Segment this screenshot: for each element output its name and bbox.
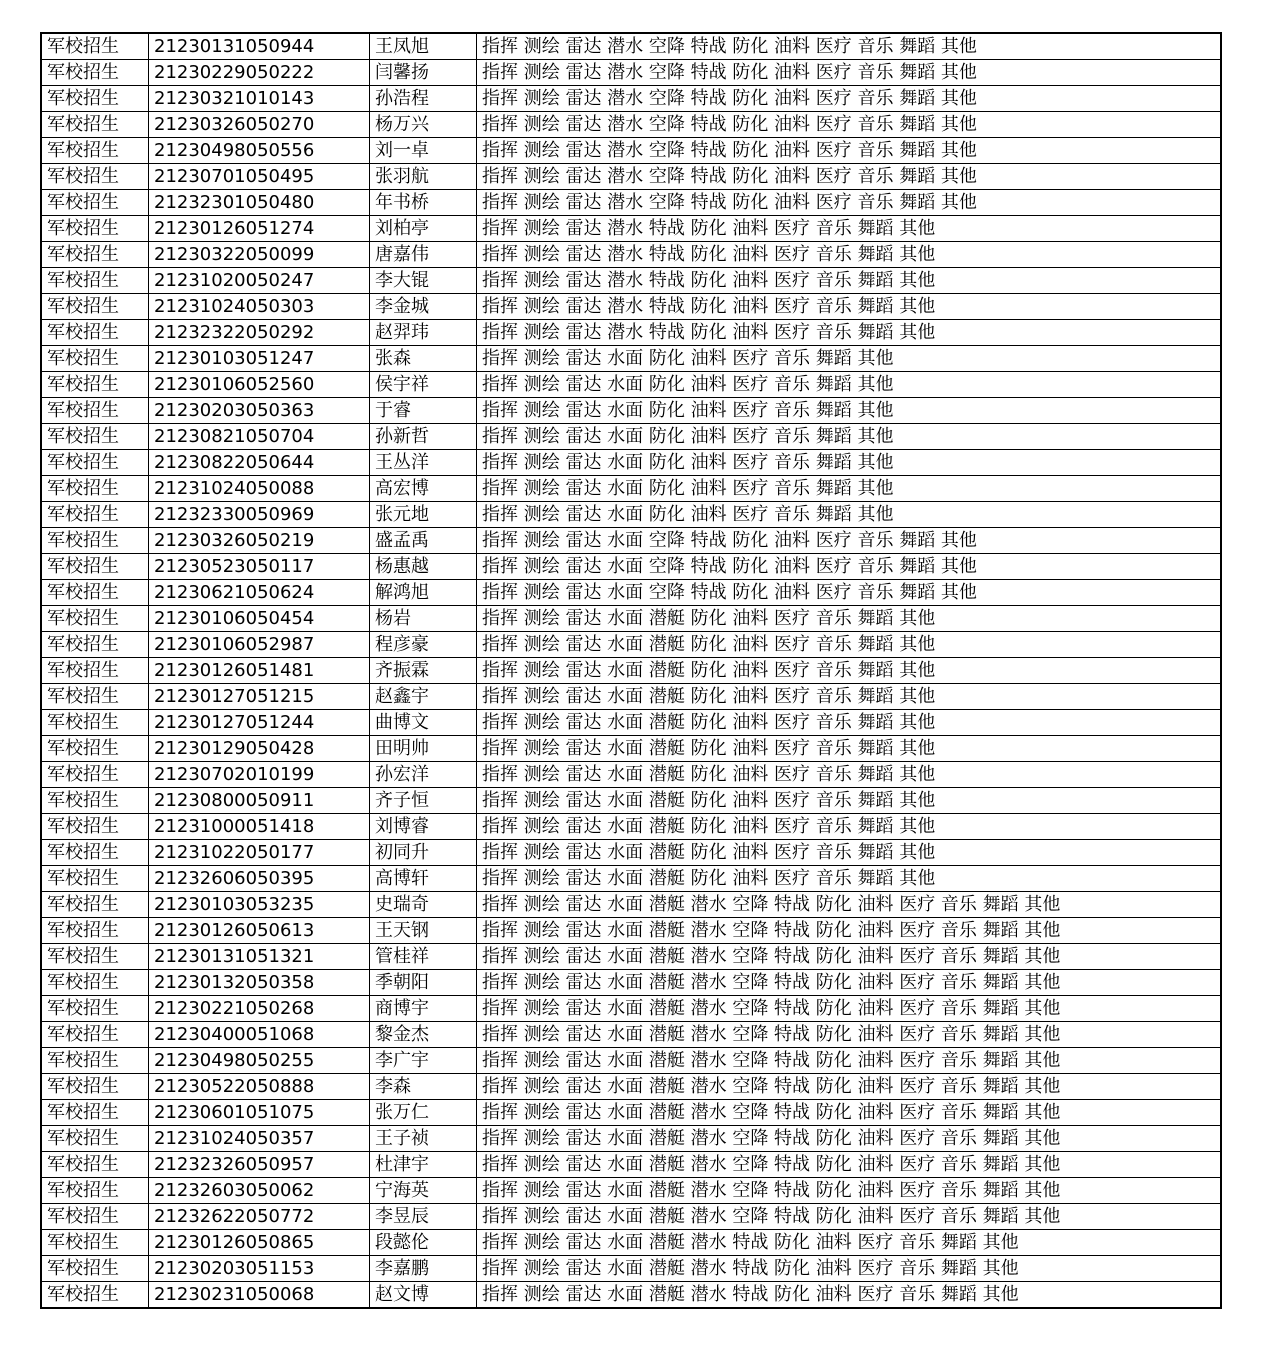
directions-cell: 指挥 测绘 雷达 水面 防化 油料 医疗 音乐 舞蹈 其他: [477, 398, 1222, 424]
candidate-id-cell: 21230131051321: [149, 944, 370, 970]
directions-cell: 指挥 测绘 雷达 水面 防化 油料 医疗 音乐 舞蹈 其他: [477, 476, 1222, 502]
candidate-name-cell: 赵鑫宇: [370, 684, 477, 710]
table-row: [41, 164, 1221, 190]
table-row: [41, 684, 1221, 710]
table-row: [41, 33, 1221, 60]
candidate-name-cell: 刘一卓: [370, 138, 477, 164]
table-row: [41, 502, 1221, 528]
directions-cell: 指挥 测绘 雷达 潜水 空降 特战 防化 油料 医疗 音乐 舞蹈 其他: [477, 112, 1222, 138]
candidate-name-cell: 赵文博: [370, 1282, 477, 1309]
candidate-id-cell: 21232603050062: [149, 1178, 370, 1204]
candidate-id-cell: 21232326050957: [149, 1152, 370, 1178]
directions-cell: 指挥 测绘 雷达 水面 潜艇 潜水 空降 特战 防化 油料 医疗 音乐 舞蹈 其他: [477, 1126, 1222, 1152]
candidate-name-cell: 杨惠越: [370, 554, 477, 580]
candidate-name-cell: 季朝阳: [370, 970, 477, 996]
category-cell: 军校招生: [41, 528, 149, 554]
table-row: [41, 996, 1221, 1022]
candidate-id-cell: 21230321010143: [149, 86, 370, 112]
table-row: [41, 268, 1221, 294]
candidate-id-cell: 21230821050704: [149, 424, 370, 450]
candidate-name-cell: 李森: [370, 1074, 477, 1100]
candidate-name-cell: 张万仁: [370, 1100, 477, 1126]
candidate-name-cell: 田明帅: [370, 736, 477, 762]
candidate-name-cell: 于睿: [370, 398, 477, 424]
candidate-id-cell: 21230126050865: [149, 1230, 370, 1256]
table-row: [41, 216, 1221, 242]
directions-cell: 指挥 测绘 雷达 水面 潜艇 潜水 空降 特战 防化 油料 医疗 音乐 舞蹈 其他: [477, 970, 1222, 996]
table-row: [41, 1230, 1221, 1256]
directions-cell: 指挥 测绘 雷达 水面 潜艇 防化 油料 医疗 音乐 舞蹈 其他: [477, 788, 1222, 814]
candidate-name-cell: 杨万兴: [370, 112, 477, 138]
directions-cell: 指挥 测绘 雷达 潜水 空降 特战 防化 油料 医疗 音乐 舞蹈 其他: [477, 33, 1222, 60]
directions-cell: 指挥 测绘 雷达 水面 空降 特战 防化 油料 医疗 音乐 舞蹈 其他: [477, 528, 1222, 554]
candidate-id-cell: 21230106052560: [149, 372, 370, 398]
directions-cell: 指挥 测绘 雷达 水面 潜艇 潜水 空降 特战 防化 油料 医疗 音乐 舞蹈 其他: [477, 918, 1222, 944]
directions-cell: 指挥 测绘 雷达 水面 潜艇 潜水 特战 防化 油料 医疗 音乐 舞蹈 其他: [477, 1256, 1222, 1282]
table-row: [41, 320, 1221, 346]
category-cell: 军校招生: [41, 866, 149, 892]
candidate-id-cell: 21230126051274: [149, 216, 370, 242]
directions-cell: 指挥 测绘 雷达 水面 潜艇 潜水 空降 特战 防化 油料 医疗 音乐 舞蹈 其他: [477, 1074, 1222, 1100]
category-cell: 军校招生: [41, 1282, 149, 1309]
candidate-id-cell: 21230326050270: [149, 112, 370, 138]
category-cell: 军校招生: [41, 268, 149, 294]
candidate-id-cell: 21231024050303: [149, 294, 370, 320]
candidate-id-cell: 21230126051481: [149, 658, 370, 684]
candidate-name-cell: 高博轩: [370, 866, 477, 892]
candidate-id-cell: 21230800050911: [149, 788, 370, 814]
candidate-id-cell: 21230131050944: [149, 33, 370, 60]
candidate-id-cell: 21230129050428: [149, 736, 370, 762]
candidate-name-cell: 管桂祥: [370, 944, 477, 970]
directions-cell: 指挥 测绘 雷达 水面 防化 油料 医疗 音乐 舞蹈 其他: [477, 502, 1222, 528]
category-cell: 军校招生: [41, 788, 149, 814]
directions-cell: 指挥 测绘 雷达 水面 潜艇 潜水 特战 防化 油料 医疗 音乐 舞蹈 其他: [477, 1282, 1222, 1309]
candidate-name-cell: 段懿伦: [370, 1230, 477, 1256]
directions-cell: 指挥 测绘 雷达 水面 防化 油料 医疗 音乐 舞蹈 其他: [477, 346, 1222, 372]
candidate-id-cell: 21230498050556: [149, 138, 370, 164]
candidate-id-cell: 21230106052987: [149, 632, 370, 658]
table-row: [41, 1126, 1221, 1152]
candidate-name-cell: 赵羿玮: [370, 320, 477, 346]
directions-cell: 指挥 测绘 雷达 水面 潜艇 潜水 空降 特战 防化 油料 医疗 音乐 舞蹈 其他: [477, 1178, 1222, 1204]
category-cell: 军校招生: [41, 1204, 149, 1230]
candidate-name-cell: 王丛洋: [370, 450, 477, 476]
category-cell: 军校招生: [41, 814, 149, 840]
table-row: [41, 736, 1221, 762]
candidate-name-cell: 史瑞奇: [370, 892, 477, 918]
candidate-name-cell: 杨岩: [370, 606, 477, 632]
table-row: [41, 788, 1221, 814]
candidate-name-cell: 侯宇祥: [370, 372, 477, 398]
candidate-id-cell: 21231000051418: [149, 814, 370, 840]
candidate-name-cell: 宁海英: [370, 1178, 477, 1204]
category-cell: 军校招生: [41, 320, 149, 346]
candidate-id-cell: 21230229050222: [149, 60, 370, 86]
candidate-id-cell: 21230221050268: [149, 996, 370, 1022]
directions-cell: 指挥 测绘 雷达 潜水 空降 特战 防化 油料 医疗 音乐 舞蹈 其他: [477, 60, 1222, 86]
candidate-id-cell: 21230103051247: [149, 346, 370, 372]
category-cell: 军校招生: [41, 216, 149, 242]
table-row: [41, 242, 1221, 268]
table-row: [41, 190, 1221, 216]
candidate-id-cell: 21232301050480: [149, 190, 370, 216]
table-row: [41, 1074, 1221, 1100]
directions-cell: 指挥 测绘 雷达 水面 潜艇 潜水 空降 特战 防化 油料 医疗 音乐 舞蹈 其他: [477, 1152, 1222, 1178]
table-row: [41, 60, 1221, 86]
table-row: [41, 632, 1221, 658]
candidate-id-cell: 21230203051153: [149, 1256, 370, 1282]
candidate-name-cell: 初同升: [370, 840, 477, 866]
category-cell: 军校招生: [41, 502, 149, 528]
candidate-name-cell: 李大锟: [370, 268, 477, 294]
candidate-name-cell: 孙宏洋: [370, 762, 477, 788]
category-cell: 军校招生: [41, 606, 149, 632]
candidate-name-cell: 孙浩程: [370, 86, 477, 112]
directions-cell: 指挥 测绘 雷达 水面 潜艇 潜水 空降 特战 防化 油料 医疗 音乐 舞蹈 其他: [477, 1048, 1222, 1074]
category-cell: 军校招生: [41, 372, 149, 398]
candidate-id-cell: 21231024050088: [149, 476, 370, 502]
category-cell: 军校招生: [41, 996, 149, 1022]
candidate-name-cell: 唐嘉伟: [370, 242, 477, 268]
table-row: [41, 294, 1221, 320]
enrollment-table-body: [41, 33, 1221, 1308]
table-row: [41, 892, 1221, 918]
candidate-id-cell: 21230522050888: [149, 1074, 370, 1100]
category-cell: 军校招生: [41, 1256, 149, 1282]
category-cell: 军校招生: [41, 970, 149, 996]
directions-cell: 指挥 测绘 雷达 水面 潜艇 防化 油料 医疗 音乐 舞蹈 其他: [477, 736, 1222, 762]
category-cell: 军校招生: [41, 1100, 149, 1126]
enrollment-table: [40, 32, 1222, 1309]
candidate-name-cell: 盛孟禹: [370, 528, 477, 554]
candidate-id-cell: 21232322050292: [149, 320, 370, 346]
directions-cell: 指挥 测绘 雷达 水面 潜艇 潜水 空降 特战 防化 油料 医疗 音乐 舞蹈 其他: [477, 892, 1222, 918]
directions-cell: 指挥 测绘 雷达 水面 空降 特战 防化 油料 医疗 音乐 舞蹈 其他: [477, 580, 1222, 606]
candidate-id-cell: 21230621050624: [149, 580, 370, 606]
directions-cell: 指挥 测绘 雷达 水面 潜艇 防化 油料 医疗 音乐 舞蹈 其他: [477, 762, 1222, 788]
candidate-name-cell: 闫馨扬: [370, 60, 477, 86]
category-cell: 军校招生: [41, 86, 149, 112]
category-cell: 军校招生: [41, 476, 149, 502]
category-cell: 军校招生: [41, 33, 149, 60]
table-row: [41, 138, 1221, 164]
directions-cell: 指挥 测绘 雷达 潜水 特战 防化 油料 医疗 音乐 舞蹈 其他: [477, 320, 1222, 346]
directions-cell: 指挥 测绘 雷达 水面 空降 特战 防化 油料 医疗 音乐 舞蹈 其他: [477, 554, 1222, 580]
table-row: [41, 424, 1221, 450]
category-cell: 军校招生: [41, 1152, 149, 1178]
candidate-id-cell: 21230132050358: [149, 970, 370, 996]
table-row: [41, 1178, 1221, 1204]
category-cell: 军校招生: [41, 190, 149, 216]
category-cell: 军校招生: [41, 1178, 149, 1204]
candidate-name-cell: 齐子恒: [370, 788, 477, 814]
table-row: [41, 398, 1221, 424]
directions-cell: 指挥 测绘 雷达 潜水 特战 防化 油料 医疗 音乐 舞蹈 其他: [477, 268, 1222, 294]
directions-cell: 指挥 测绘 雷达 水面 防化 油料 医疗 音乐 舞蹈 其他: [477, 424, 1222, 450]
table-row: [41, 450, 1221, 476]
category-cell: 军校招生: [41, 164, 149, 190]
candidate-id-cell: 21230702010199: [149, 762, 370, 788]
directions-cell: 指挥 测绘 雷达 潜水 空降 特战 防化 油料 医疗 音乐 舞蹈 其他: [477, 138, 1222, 164]
directions-cell: 指挥 测绘 雷达 潜水 特战 防化 油料 医疗 音乐 舞蹈 其他: [477, 216, 1222, 242]
directions-cell: 指挥 测绘 雷达 潜水 特战 防化 油料 医疗 音乐 舞蹈 其他: [477, 242, 1222, 268]
category-cell: 军校招生: [41, 632, 149, 658]
table-row: [41, 840, 1221, 866]
table-row: [41, 1048, 1221, 1074]
category-cell: 军校招生: [41, 1022, 149, 1048]
directions-cell: 指挥 测绘 雷达 水面 潜艇 潜水 空降 特战 防化 油料 医疗 音乐 舞蹈 其他: [477, 996, 1222, 1022]
candidate-name-cell: 齐振霖: [370, 658, 477, 684]
directions-cell: 指挥 测绘 雷达 水面 潜艇 防化 油料 医疗 音乐 舞蹈 其他: [477, 866, 1222, 892]
table-row: [41, 554, 1221, 580]
candidate-id-cell: 21230326050219: [149, 528, 370, 554]
table-row: [41, 606, 1221, 632]
directions-cell: 指挥 测绘 雷达 水面 潜艇 潜水 空降 特战 防化 油料 医疗 音乐 舞蹈 其他: [477, 1204, 1222, 1230]
category-cell: 军校招生: [41, 658, 149, 684]
table-row: [41, 1256, 1221, 1282]
directions-cell: 指挥 测绘 雷达 水面 潜艇 防化 油料 医疗 音乐 舞蹈 其他: [477, 710, 1222, 736]
candidate-name-cell: 张森: [370, 346, 477, 372]
table-row: [41, 658, 1221, 684]
candidate-name-cell: 年书桥: [370, 190, 477, 216]
table-row: [41, 112, 1221, 138]
candidate-id-cell: 21230127051215: [149, 684, 370, 710]
table-row: [41, 970, 1221, 996]
table-row: [41, 372, 1221, 398]
directions-cell: 指挥 测绘 雷达 水面 潜艇 潜水 特战 防化 油料 医疗 音乐 舞蹈 其他: [477, 1230, 1222, 1256]
table-row: [41, 1152, 1221, 1178]
directions-cell: 指挥 测绘 雷达 水面 潜艇 防化 油料 医疗 音乐 舞蹈 其他: [477, 840, 1222, 866]
directions-cell: 指挥 测绘 雷达 潜水 空降 特战 防化 油料 医疗 音乐 舞蹈 其他: [477, 86, 1222, 112]
candidate-name-cell: 孙新哲: [370, 424, 477, 450]
candidate-name-cell: 高宏博: [370, 476, 477, 502]
candidate-id-cell: 21230400051068: [149, 1022, 370, 1048]
candidate-id-cell: 21230126050613: [149, 918, 370, 944]
candidate-id-cell: 21231024050357: [149, 1126, 370, 1152]
candidate-name-cell: 王天钢: [370, 918, 477, 944]
category-cell: 军校招生: [41, 138, 149, 164]
table-row: [41, 918, 1221, 944]
directions-cell: 指挥 测绘 雷达 水面 潜艇 潜水 空降 特战 防化 油料 医疗 音乐 舞蹈 其他: [477, 1100, 1222, 1126]
directions-cell: 指挥 测绘 雷达 水面 潜艇 防化 油料 医疗 音乐 舞蹈 其他: [477, 814, 1222, 840]
category-cell: 军校招生: [41, 398, 149, 424]
candidate-id-cell: 21230106050454: [149, 606, 370, 632]
candidate-name-cell: 张元地: [370, 502, 477, 528]
candidate-id-cell: 21230322050099: [149, 242, 370, 268]
candidate-id-cell: 21230498050255: [149, 1048, 370, 1074]
directions-cell: 指挥 测绘 雷达 水面 潜艇 防化 油料 医疗 音乐 舞蹈 其他: [477, 684, 1222, 710]
candidate-name-cell: 李金城: [370, 294, 477, 320]
category-cell: 军校招生: [41, 1048, 149, 1074]
category-cell: 军校招生: [41, 242, 149, 268]
category-cell: 军校招生: [41, 736, 149, 762]
candidate-name-cell: 曲博文: [370, 710, 477, 736]
candidate-id-cell: 21232622050772: [149, 1204, 370, 1230]
candidate-id-cell: 21230127051244: [149, 710, 370, 736]
candidate-name-cell: 商博宇: [370, 996, 477, 1022]
category-cell: 军校招生: [41, 1230, 149, 1256]
candidate-id-cell: 21231020050247: [149, 268, 370, 294]
candidate-name-cell: 李嘉鹏: [370, 1256, 477, 1282]
category-cell: 军校招生: [41, 710, 149, 736]
category-cell: 军校招生: [41, 1074, 149, 1100]
category-cell: 军校招生: [41, 60, 149, 86]
candidate-id-cell: 21230103053235: [149, 892, 370, 918]
table-row: [41, 1100, 1221, 1126]
category-cell: 军校招生: [41, 892, 149, 918]
category-cell: 军校招生: [41, 918, 149, 944]
candidate-name-cell: 解鸿旭: [370, 580, 477, 606]
candidate-name-cell: 王子祯: [370, 1126, 477, 1152]
category-cell: 军校招生: [41, 450, 149, 476]
table-row: [41, 86, 1221, 112]
directions-cell: 指挥 测绘 雷达 水面 防化 油料 医疗 音乐 舞蹈 其他: [477, 450, 1222, 476]
table-row: [41, 814, 1221, 840]
candidate-name-cell: 李昱辰: [370, 1204, 477, 1230]
category-cell: 军校招生: [41, 112, 149, 138]
candidate-id-cell: 21230523050117: [149, 554, 370, 580]
directions-cell: 指挥 测绘 雷达 水面 潜艇 防化 油料 医疗 音乐 舞蹈 其他: [477, 658, 1222, 684]
candidate-name-cell: 黎金杰: [370, 1022, 477, 1048]
table-row: [41, 346, 1221, 372]
category-cell: 军校招生: [41, 840, 149, 866]
candidate-id-cell: 21232606050395: [149, 866, 370, 892]
category-cell: 军校招生: [41, 762, 149, 788]
directions-cell: 指挥 测绘 雷达 水面 潜艇 防化 油料 医疗 音乐 舞蹈 其他: [477, 632, 1222, 658]
candidate-id-cell: 21232330050969: [149, 502, 370, 528]
candidate-name-cell: 李广宇: [370, 1048, 477, 1074]
category-cell: 军校招生: [41, 684, 149, 710]
table-row: [41, 710, 1221, 736]
candidate-name-cell: 张羽航: [370, 164, 477, 190]
category-cell: 军校招生: [41, 1126, 149, 1152]
table-row: [41, 1022, 1221, 1048]
table-row: [41, 528, 1221, 554]
directions-cell: 指挥 测绘 雷达 潜水 空降 特战 防化 油料 医疗 音乐 舞蹈 其他: [477, 164, 1222, 190]
candidate-id-cell: 21230822050644: [149, 450, 370, 476]
category-cell: 军校招生: [41, 554, 149, 580]
category-cell: 军校招生: [41, 424, 149, 450]
directions-cell: 指挥 测绘 雷达 水面 潜艇 防化 油料 医疗 音乐 舞蹈 其他: [477, 606, 1222, 632]
category-cell: 军校招生: [41, 294, 149, 320]
table-row: [41, 580, 1221, 606]
directions-cell: 指挥 测绘 雷达 水面 防化 油料 医疗 音乐 舞蹈 其他: [477, 372, 1222, 398]
directions-cell: 指挥 测绘 雷达 水面 潜艇 潜水 空降 特战 防化 油料 医疗 音乐 舞蹈 其他: [477, 1022, 1222, 1048]
directions-cell: 指挥 测绘 雷达 潜水 空降 特战 防化 油料 医疗 音乐 舞蹈 其他: [477, 190, 1222, 216]
category-cell: 军校招生: [41, 580, 149, 606]
directions-cell: 指挥 测绘 雷达 潜水 特战 防化 油料 医疗 音乐 舞蹈 其他: [477, 294, 1222, 320]
directions-cell: 指挥 测绘 雷达 水面 潜艇 潜水 空降 特战 防化 油料 医疗 音乐 舞蹈 其他: [477, 944, 1222, 970]
table-row: [41, 866, 1221, 892]
category-cell: 军校招生: [41, 944, 149, 970]
candidate-id-cell: 21230203050363: [149, 398, 370, 424]
candidate-name-cell: 程彦豪: [370, 632, 477, 658]
table-row: [41, 762, 1221, 788]
table-row: [41, 1204, 1221, 1230]
candidate-id-cell: 21230231050068: [149, 1282, 370, 1309]
candidate-name-cell: 杜津宇: [370, 1152, 477, 1178]
category-cell: 军校招生: [41, 346, 149, 372]
table-row: [41, 944, 1221, 970]
table-row: [41, 1282, 1221, 1309]
candidate-name-cell: 刘博睿: [370, 814, 477, 840]
candidate-id-cell: 21231022050177: [149, 840, 370, 866]
candidate-id-cell: 21230701050495: [149, 164, 370, 190]
candidate-id-cell: 21230601051075: [149, 1100, 370, 1126]
candidate-name-cell: 王凤旭: [370, 33, 477, 60]
table-row: [41, 476, 1221, 502]
candidate-name-cell: 刘柏亭: [370, 216, 477, 242]
